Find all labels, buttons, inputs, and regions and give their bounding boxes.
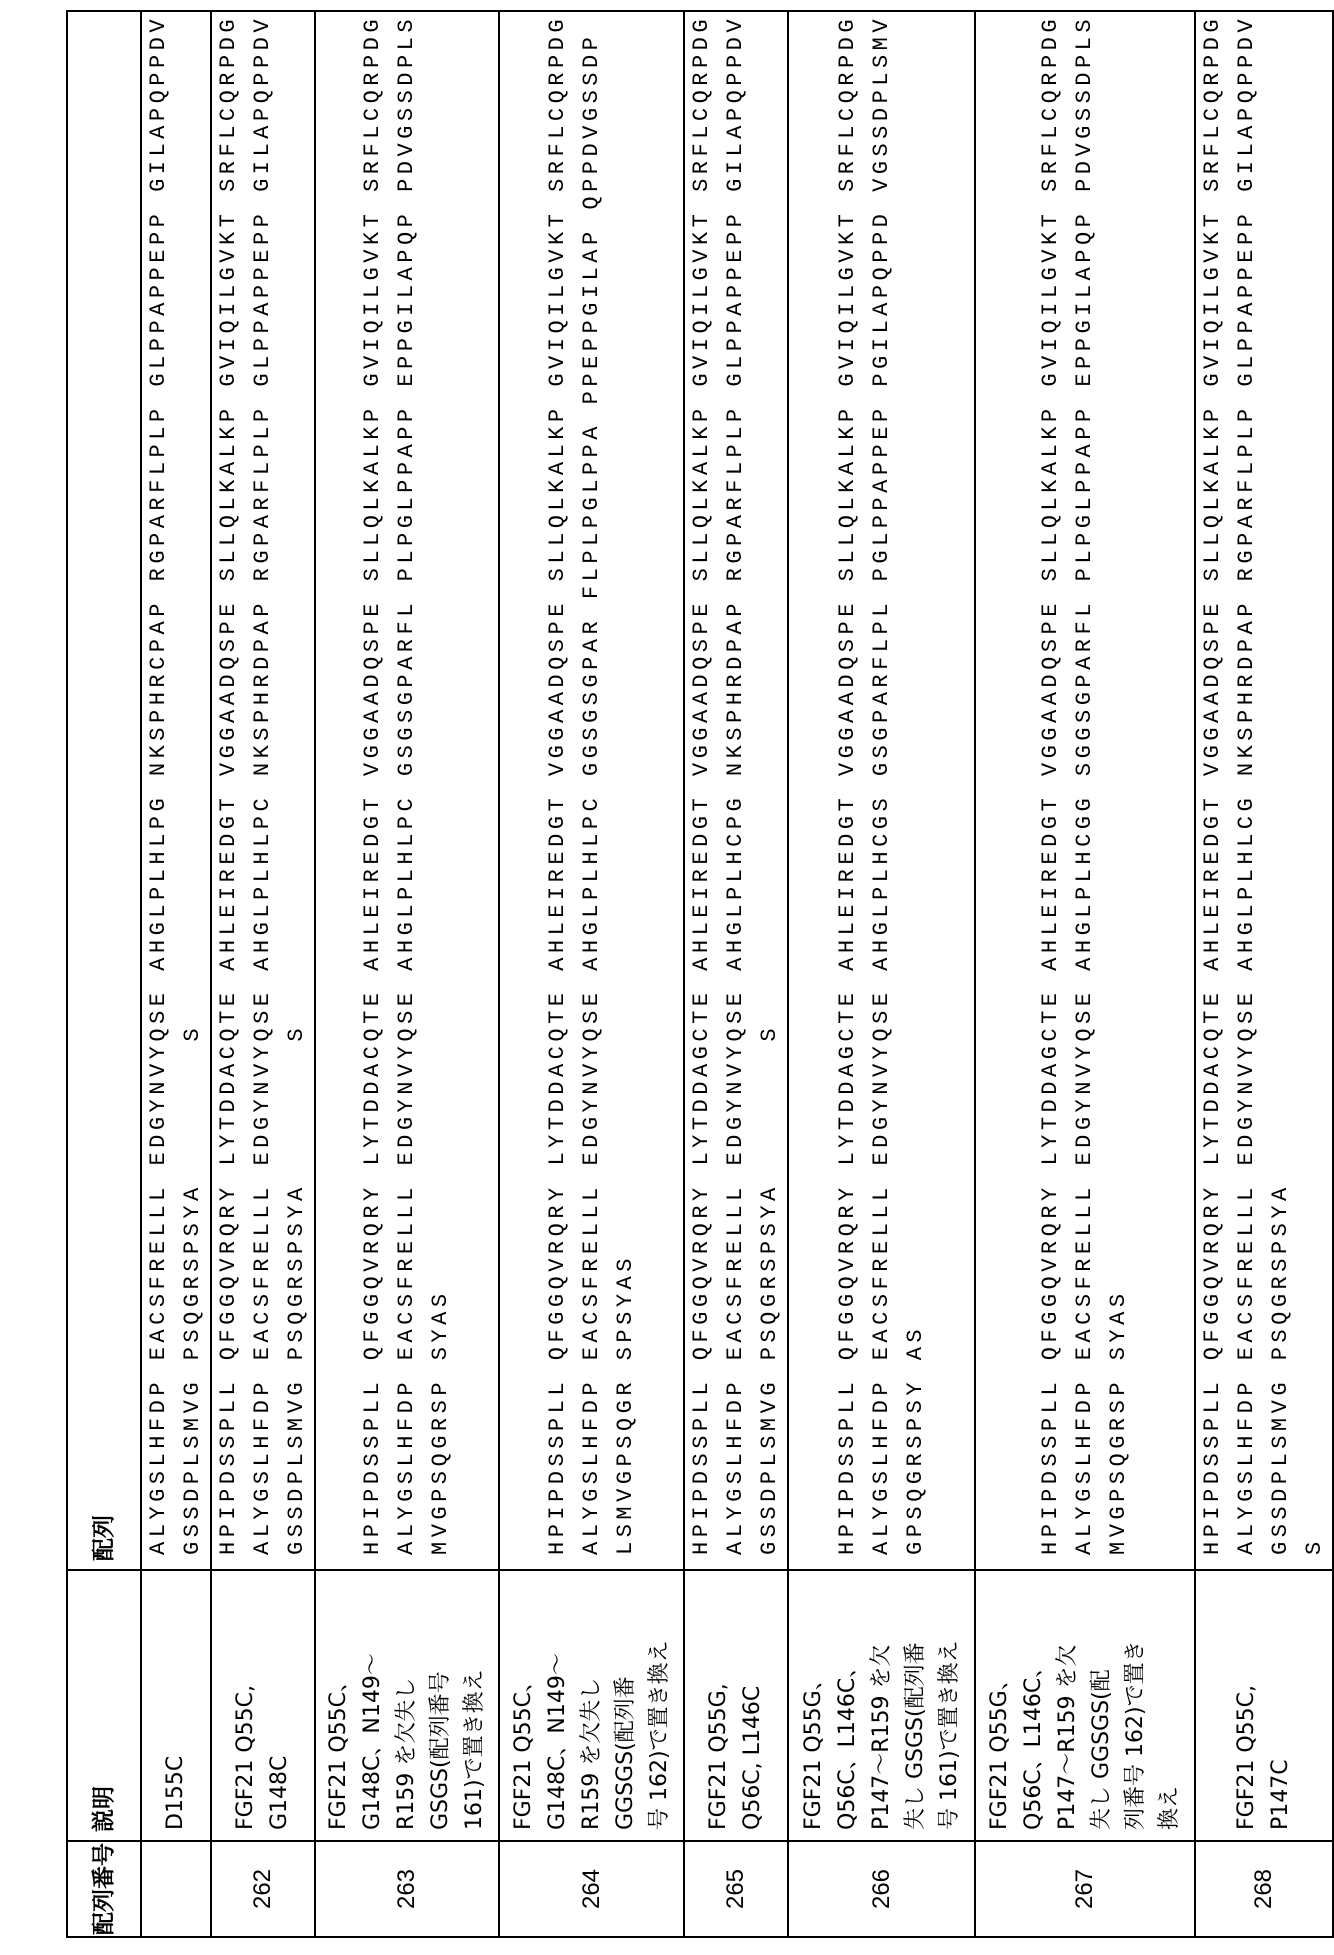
table-row	[788, 11, 975, 1937]
description-line: P147～R159 を欠	[1051, 1571, 1085, 1830]
description-line: P147～R159 を欠	[865, 1571, 899, 1830]
sequence-line: ALYGSLHFDP EACSFRELLL EDGYNVYQSE AHGLPLHCGG SGGSGPARFL PLPGLPPAPP EPPGILAPQP PDVGSSDPLS	[1068, 12, 1102, 1555]
sequence-line: HPIPDSSPLL QFGGQVRQRY LYTDDAGCTE AHLEIREDGT VGGAADQSPE SLLQLKALKP GVIQILGVKT SRFLCQRPDG	[1034, 12, 1068, 1555]
sequence-line: HPIPDSSPLL QFGGQVRQRY LYTDDACQTE AHLEIREDGT VGGAADQSPE SLLQLKALKP GVIQILGVKT SRFLCQRPDG	[212, 12, 246, 1555]
sequence-line: GSSDPLSMVG PSQGRSPSYA S	[176, 12, 210, 1555]
description-line: FGF21 Q55C、	[322, 1571, 356, 1830]
sequence-line: MVGPSQGRSP SYAS	[424, 12, 458, 1555]
description-line: Q56C、L146C、	[831, 1571, 865, 1830]
description-line: R159 を欠失し	[575, 1571, 609, 1830]
sequence-line: ALYGSLHFDP EACSFRELLL EDGYNVYQSE AHGLPLHLPC NKSPHRDPAP RGPARFLPLP GLPPAPPEPP GILAPQPPDV	[246, 12, 280, 1555]
header-description: 説明	[67, 1570, 141, 1841]
description-line: 号 162)で置き換え	[643, 1571, 677, 1830]
sequence-line: HPIPDSSPLL QFGGQVRQRY LYTDDAGCTE AHLEIREDGT VGGAADQSPE SLLQLKALKP GVIQILGVKT SRFLCQRPDG	[685, 12, 719, 1555]
sequence-line: ALYGSLHFDP EACSFRELLL EDGYNVYQSE AHGLPLHCPG NKSPHRDPAP RGPARFLPLP GLPPAPPEPP GILAPQPPDV	[719, 12, 753, 1555]
description-line: G148C、N149～	[541, 1571, 575, 1830]
sequence-line: ALYGSLHFDP EACSFRELLL EDGYNVYQSE AHGLPLHLPC GSGSGPARFL PLPGLPPAPP EPPGILAPQP PDVGSSDPLS	[390, 12, 424, 1555]
description-cell	[788, 1570, 975, 1841]
description-cell	[211, 1570, 315, 1841]
description-line: 列番号 162)で置き	[1119, 1571, 1153, 1830]
seq-id-cell: 265	[684, 1841, 788, 1937]
description-line: G148C、N149～	[356, 1571, 390, 1830]
description-line: P147C	[1264, 1571, 1298, 1830]
header-sequence: 配列	[67, 11, 141, 1570]
seq-id-cell: 266	[788, 1841, 975, 1937]
seq-id-cell: 262	[211, 1841, 315, 1937]
sequence-line: GSSDPLSMVG PSQGRSPSYA S	[280, 12, 314, 1555]
table-row	[211, 11, 315, 1937]
description-cell	[141, 1570, 211, 1841]
sequence-cell	[141, 11, 211, 1570]
sequence-table	[66, 10, 1334, 1938]
sequence-line: GSSDPLSMVG PSQGRSPSYA S	[753, 12, 787, 1555]
table-row	[684, 11, 788, 1937]
sequence-line: HPIPDSSPLL QFGGQVRQRY LYTDDACQTE AHLEIREDGT VGGAADQSPE SLLQLKALKP GVIQILGVKT SRFLCQRPDG	[356, 12, 390, 1555]
table-row	[1195, 11, 1333, 1937]
table-row	[141, 11, 211, 1937]
description-line: FGF21 Q55G、	[797, 1571, 831, 1830]
sequence-line: ALYGSLHFDP EACSFRELLL EDGYNVYQSE AHGLPLHCGS GSGPARFLPL PGLPPAPPEP PGILAPQPPD VGSSDPLSMV	[865, 12, 899, 1555]
description-line: GSGS(配列番号	[424, 1571, 458, 1830]
table-header-row	[67, 11, 141, 1937]
description-cell	[315, 1570, 499, 1841]
sequence-line: ALYGSLHFDP EACSFRELLL EDGYNVYQSE AHGLPLHLPC GGSGSGPAR FLPLPGLPPA PPEPPGILAP QPPDVGSSDP	[575, 12, 609, 1555]
sequence-line: GPSQGRSPSY AS	[899, 12, 933, 1555]
description-line: Q56C、L146C、	[1017, 1571, 1051, 1830]
description-cell	[975, 1570, 1195, 1841]
sequence-cell	[684, 11, 788, 1570]
sequence-line: ALYGSLHFDP EACSFRELLL EDGYNVYQSE AHGLPLHLCG NKSPHRDPAP RGPARFLPLP GLPPAPPEPP GILAPQPPDV	[1230, 12, 1264, 1555]
seq-id-cell	[141, 1841, 211, 1937]
description-line: 失し GGSGS(配	[1085, 1571, 1119, 1830]
description-line: D155C	[159, 1571, 193, 1830]
table-row	[315, 11, 499, 1937]
description-line: GGSGS(配列番	[609, 1571, 643, 1830]
description-cell	[499, 1570, 684, 1841]
seq-id-cell: 264	[499, 1841, 684, 1937]
description-line: 換え	[1153, 1571, 1187, 1830]
sequence-line: LSMVGPSQGR SPSYAS	[609, 12, 643, 1555]
description-line: FGF21 Q55C,	[1230, 1571, 1264, 1830]
sequence-cell	[1195, 11, 1333, 1570]
description-line: FGF21 Q55C、	[507, 1571, 541, 1830]
description-line: 号 161)で置き換え	[933, 1571, 967, 1830]
sequence-line: HPIPDSSPLL QFGGQVRQRY LYTDDACQTE AHLEIREDGT VGGAADQSPE SLLQLKALKP GVIQILGVKT SRFLCQRPDG	[1196, 12, 1230, 1555]
description-line: FGF21 Q55G,	[702, 1571, 736, 1830]
description-line: 161)で置き換え	[458, 1571, 492, 1830]
sequence-cell	[211, 11, 315, 1570]
sequence-line: S	[1298, 12, 1332, 1555]
table-row	[975, 11, 1195, 1937]
sequence-line: HPIPDSSPLL QFGGQVRQRY LYTDDACQTE AHLEIREDGT VGGAADQSPE SLLQLKALKP GVIQILGVKT SRFLCQRPDG	[541, 12, 575, 1555]
header-seq-id: 配列番号	[67, 1841, 141, 1937]
sequence-cell	[975, 11, 1195, 1570]
sequence-cell	[315, 11, 499, 1570]
sequence-cell	[788, 11, 975, 1570]
sequence-line: GSSDPLSMVG PSQGRSPSYA	[1264, 12, 1298, 1555]
description-line: FGF21 Q55G、	[983, 1571, 1017, 1830]
description-line: FGF21 Q55C,	[229, 1571, 263, 1830]
description-line: G148C	[263, 1571, 297, 1830]
description-line: R159 を欠失し	[390, 1571, 424, 1830]
table-row	[499, 11, 684, 1937]
description-cell	[1195, 1570, 1333, 1841]
table-body	[141, 11, 1333, 1937]
description-cell	[684, 1570, 788, 1841]
sequence-cell	[499, 11, 684, 1570]
seq-id-cell: 267	[975, 1841, 1195, 1937]
description-line: Q56C, L146C	[736, 1571, 770, 1830]
sequence-line: HPIPDSSPLL QFGGQVRQRY LYTDDAGCTE AHLEIREDGT VGGAADQSPE SLLQLKALKP GVIQILGVKT SRFLCQRPDG	[831, 12, 865, 1555]
rotated-table-page	[66, 12, 1305, 1938]
seq-id-cell: 268	[1195, 1841, 1333, 1937]
sequence-line: ALYGSLHFDP EACSFRELLL EDGYNVYQSE AHGLPLHLPG NKSPHRCPAP RGPARFLPLP GLPPAPPEPP GILAPQPPDV	[142, 12, 176, 1555]
description-line: 失し GSGS(配列番	[899, 1571, 933, 1830]
seq-id-cell: 263	[315, 1841, 499, 1937]
sequence-line: MVGPSQGRSP SYAS	[1102, 12, 1136, 1555]
